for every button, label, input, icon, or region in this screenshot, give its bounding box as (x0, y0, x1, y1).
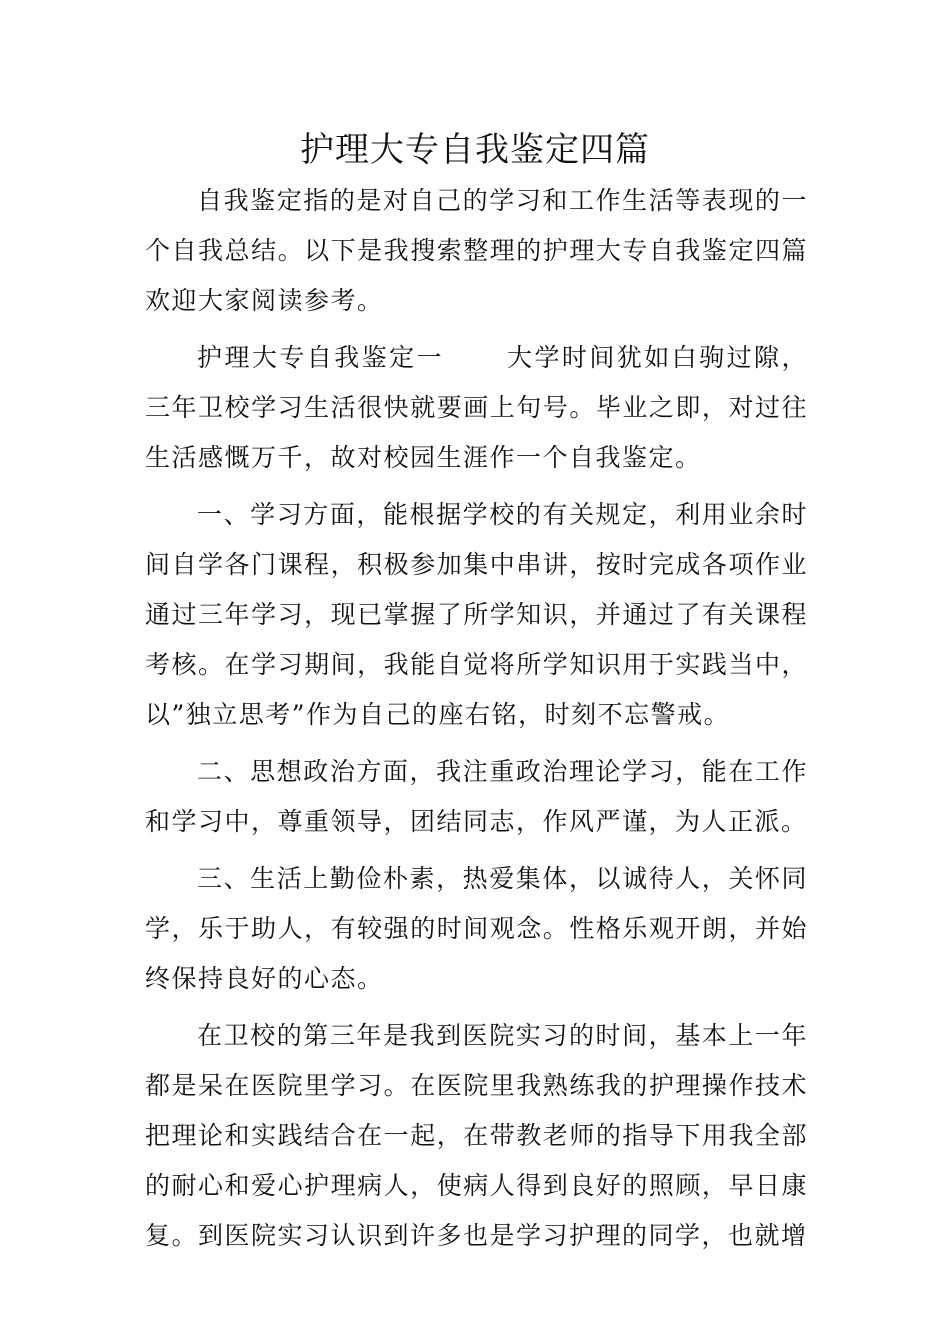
document-body (145, 176, 808, 1268)
section-one-paragraph (145, 333, 808, 483)
politics-paragraph: 二、思想政治方面，我注重政治理论学习，能在工作和学习中，尊重领导，团结同志，作风严谨，为人正派。 (145, 757, 808, 836)
section-one-heading: 护理大专自我鉴定一 (197, 343, 445, 372)
life-paragraph: 三、生活上勤俭朴素，热爱集体，以诚待人，关怀同学，乐于助人，有较强的时间观念。性格乐观开朗，并始终保持良好的心态。 (145, 864, 808, 993)
study-paragraph: 一、学习方面，能根据学校的有关规定，利用业余时间自学各门课程，积极参加集中串讲，按时完成各项作业通过三年学习，现已掌握了所学知识，并通过了有关课程考核。在学习期间，我能自觉将所学知识用于实践当中，以”独立思考”作为自己的座右铭，时刻不忘警戒。 (145, 500, 808, 729)
internship-paragraph: 在卫校的第三年是我到医院实习的时间，基本上一年都是呆在医院里学习。在医院里我熟练我的护理操作技术把理论和实践结合在一起，在带教老师的指导下用我全部的耐心和爱心护理病人，使病人得到良好的照顾，早日康复。到医院实习认识到许多也是学习护理的同学，也就增 (145, 1021, 808, 1250)
intro-paragraph: 自我鉴定指的是对自己的学习和工作生活等表现的一个自我总结。以下是我搜索整理的护理大专自我鉴定四篇欢迎大家阅读参考。 (145, 186, 808, 315)
section-one-text: 大学时间犹如白驹过隙，三年卫校学习生活很快就要画上句号。毕业之即，对过往生活感慨万千，故对校园生涯作一个自我鉴定。 (145, 343, 808, 472)
document-title: 护理大专自我鉴定四篇 (300, 130, 650, 170)
